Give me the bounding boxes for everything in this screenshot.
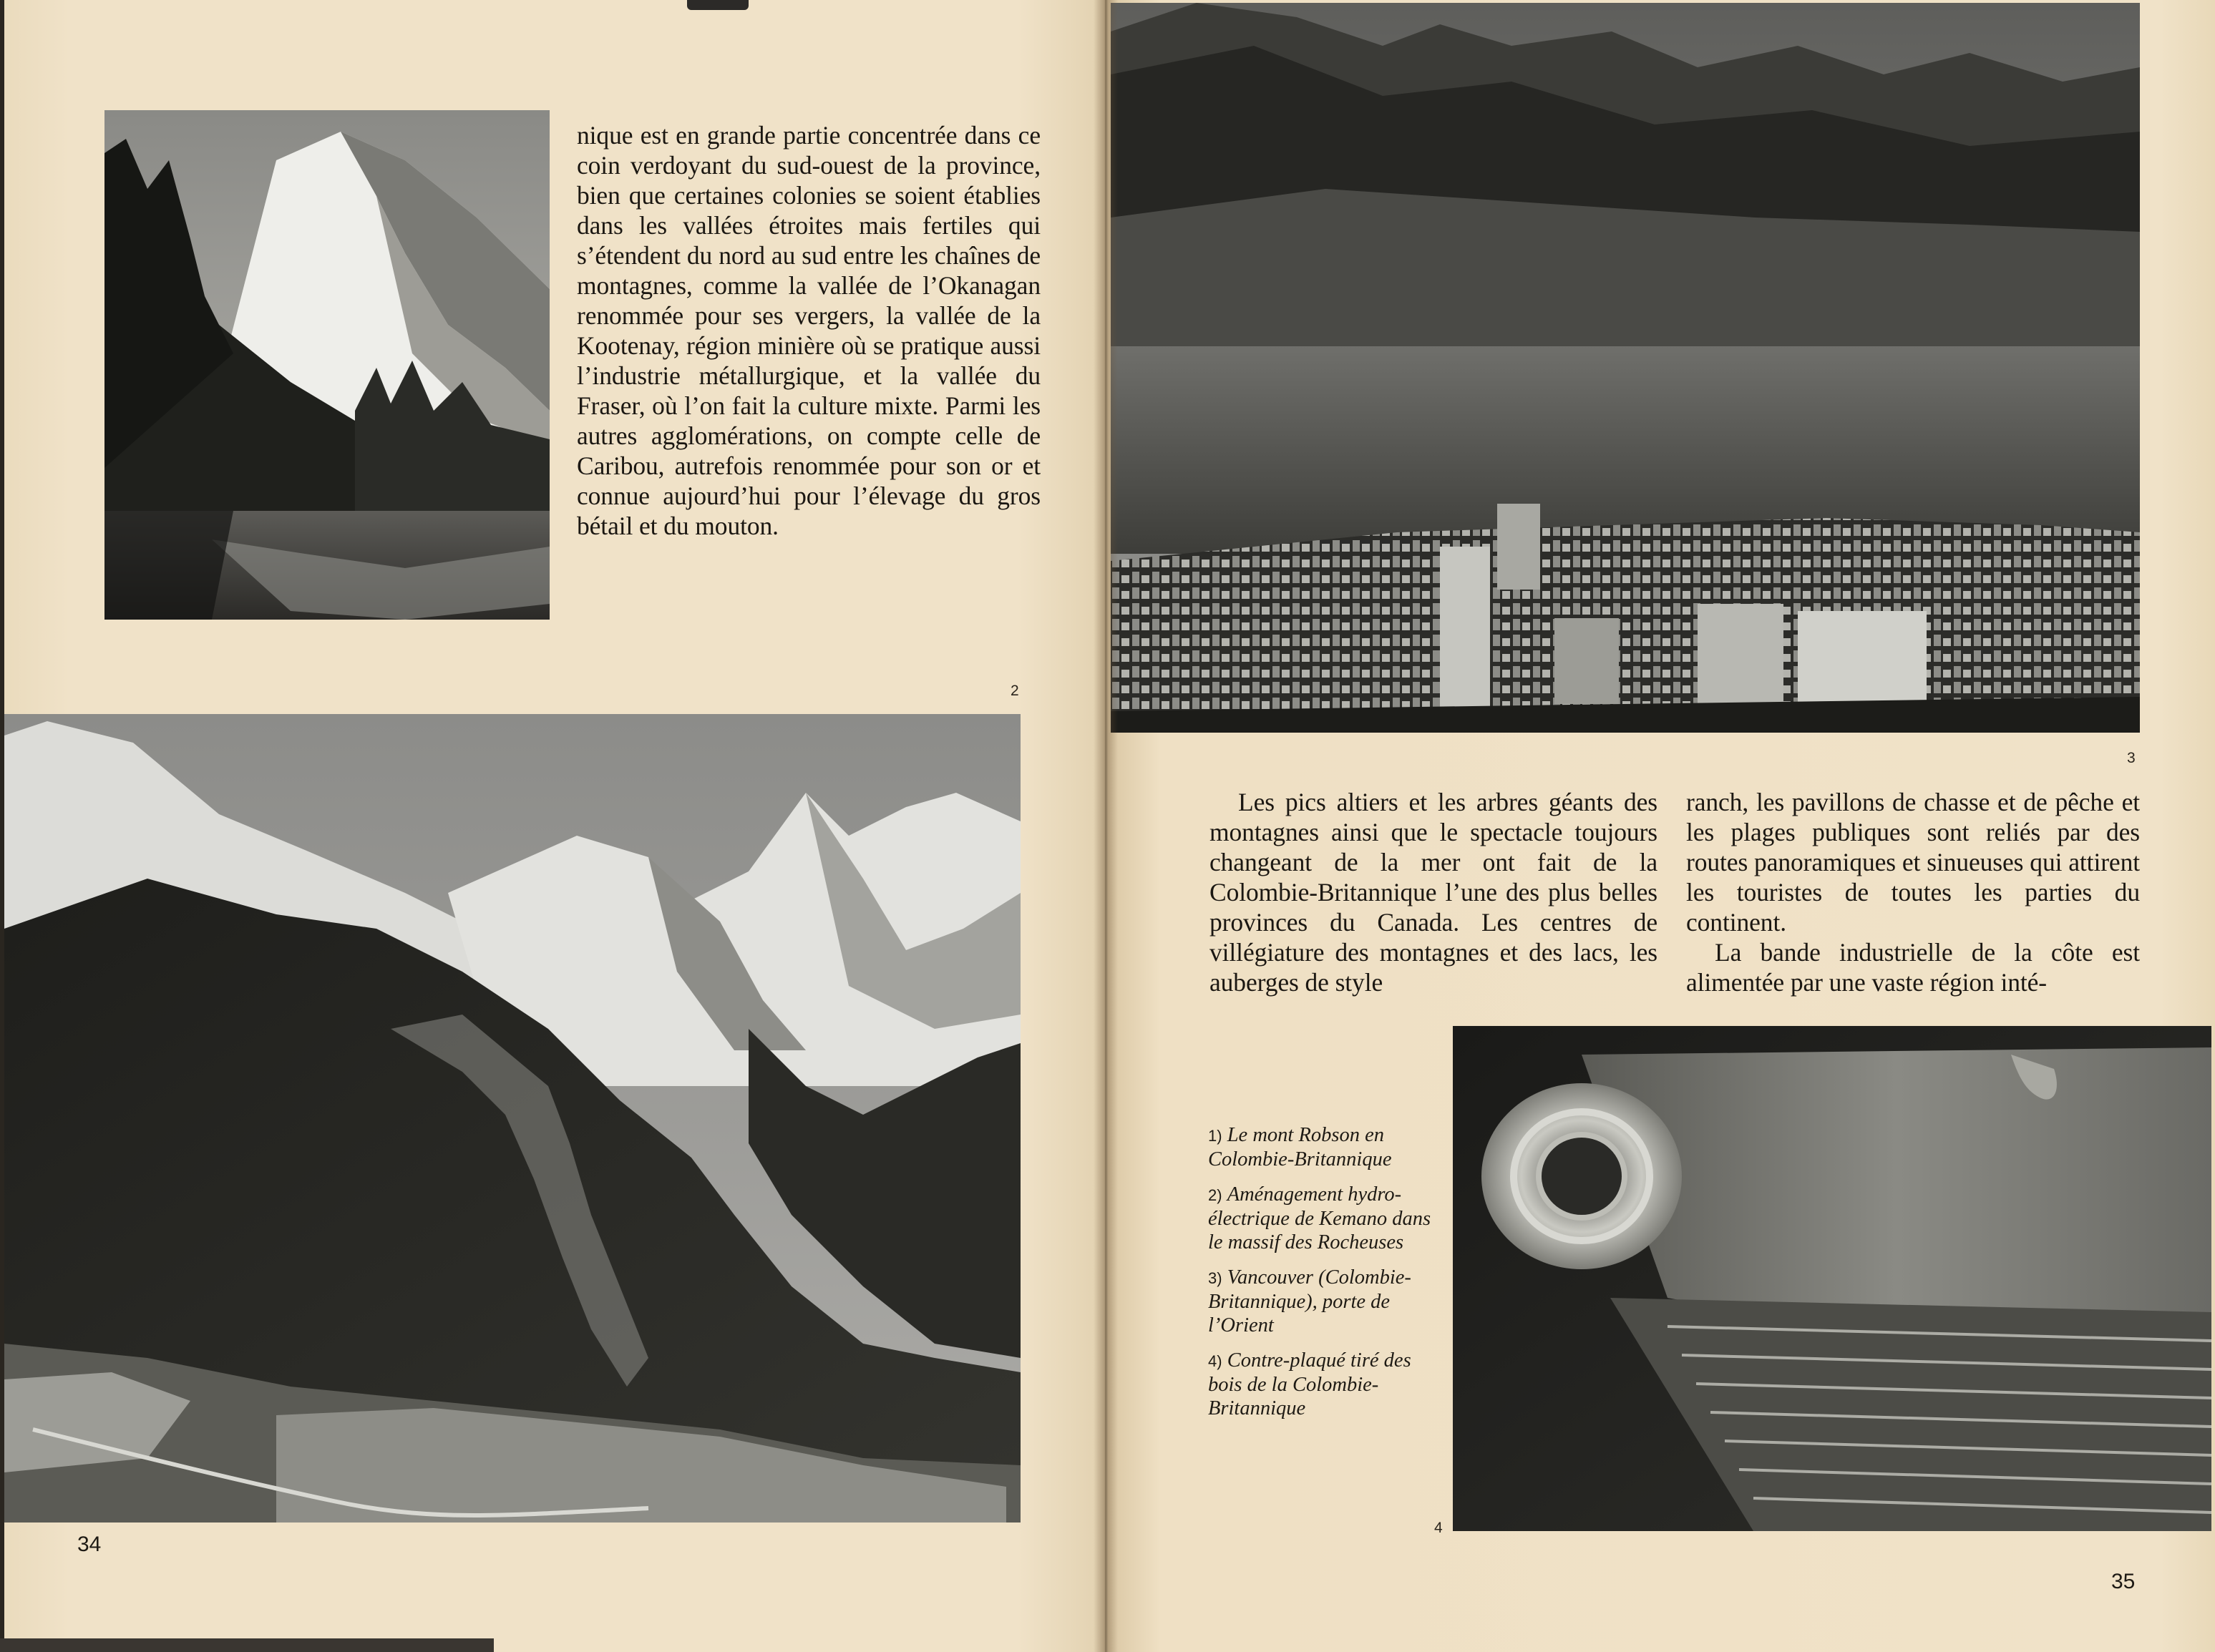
caption-1-number: 1) <box>1208 1127 1222 1145</box>
figure-2-number: 2 <box>1011 683 1019 699</box>
continued-paragraph: nique est en grande partie concentrée dans ce coin verdoyant du sud-ouest de la province, bien que certaines colonies se soient établies dans les vallées étroites mais fertiles qui s’étendent du nord au sud entre les chaînes de montagnes, comme la vallée de l’Okanagan renommée pour ses vergers, la vallée de la Kootenay, région minière où se pratique aussi l’industrie métallurgique, et la vallée du Fraser, où l’on fait la culture mixte. Parmi les autres agglomérations, on compte celle de Caribou, autrefois renommée pour son or et connue aujourd’hui pour l’élevage du gros bétail et du mouton. <box>577 121 1041 540</box>
caption-3-text: Vancouver (Colombie-Britannique), porte de l’Orient <box>1208 1266 1411 1336</box>
right-column-1 <box>1209 787 1657 997</box>
page-number-left: 34 <box>77 1533 102 1556</box>
column-2-paragraph-2: La bande industrielle de la côte est alimentée par une vaste région inté- <box>1686 938 2140 997</box>
caption-2 <box>1208 1183 1444 1254</box>
caption-4-text: Contre-plaqué tiré des bois de la Colombie-Britannique <box>1208 1349 1411 1419</box>
caption-2-number: 2) <box>1208 1186 1222 1204</box>
column-1-paragraph: Les pics altiers et les arbres géants des montagnes ainsi que le spectacle toujours changeant de la mer ont fait de la Colombie-Britannique l’une des plus belles provinces du Canada. Les centres de villégiature des montagnes et des lacs, les auberges de style <box>1209 788 1657 997</box>
right-column-2 <box>1686 787 2140 997</box>
figure-captions <box>1208 1123 1444 1432</box>
left-body-paragraph <box>577 120 1041 541</box>
caption-3-number: 3) <box>1208 1269 1222 1287</box>
bottom-edge-strip <box>0 1638 494 1652</box>
mount-robson-photo <box>104 110 550 620</box>
figure-4-number: 4 <box>1434 1520 1443 1536</box>
caption-1-text: Le mont Robson en Colombie-Britannique <box>1208 1124 1392 1170</box>
vancouver-aerial-photo <box>1111 3 2140 733</box>
book-gutter <box>1094 0 1118 1652</box>
figure-3-number: 3 <box>2127 750 2136 766</box>
caption-4 <box>1208 1349 1444 1420</box>
plywood-roll-photo <box>1453 1026 2211 1531</box>
caption-3 <box>1208 1266 1444 1337</box>
column-2-paragraph-1: ranch, les pavillons de chasse et de pêche et les plages publiques sont reliés par des routes panoramiques et sinueuses qui attirent les touristes de toutes les parties du continent. <box>1686 788 2140 937</box>
kemano-mountains-photo <box>4 714 1021 1523</box>
caption-1 <box>1208 1123 1444 1171</box>
left-page <box>4 0 1105 1652</box>
top-bookmark-tab <box>687 0 749 10</box>
caption-4-number: 4) <box>1208 1352 1222 1370</box>
page-number-right: 35 <box>2111 1570 2136 1593</box>
caption-2-text: Aménagement hydro-électrique de Kemano dans le massif des Rocheuses <box>1208 1183 1431 1253</box>
